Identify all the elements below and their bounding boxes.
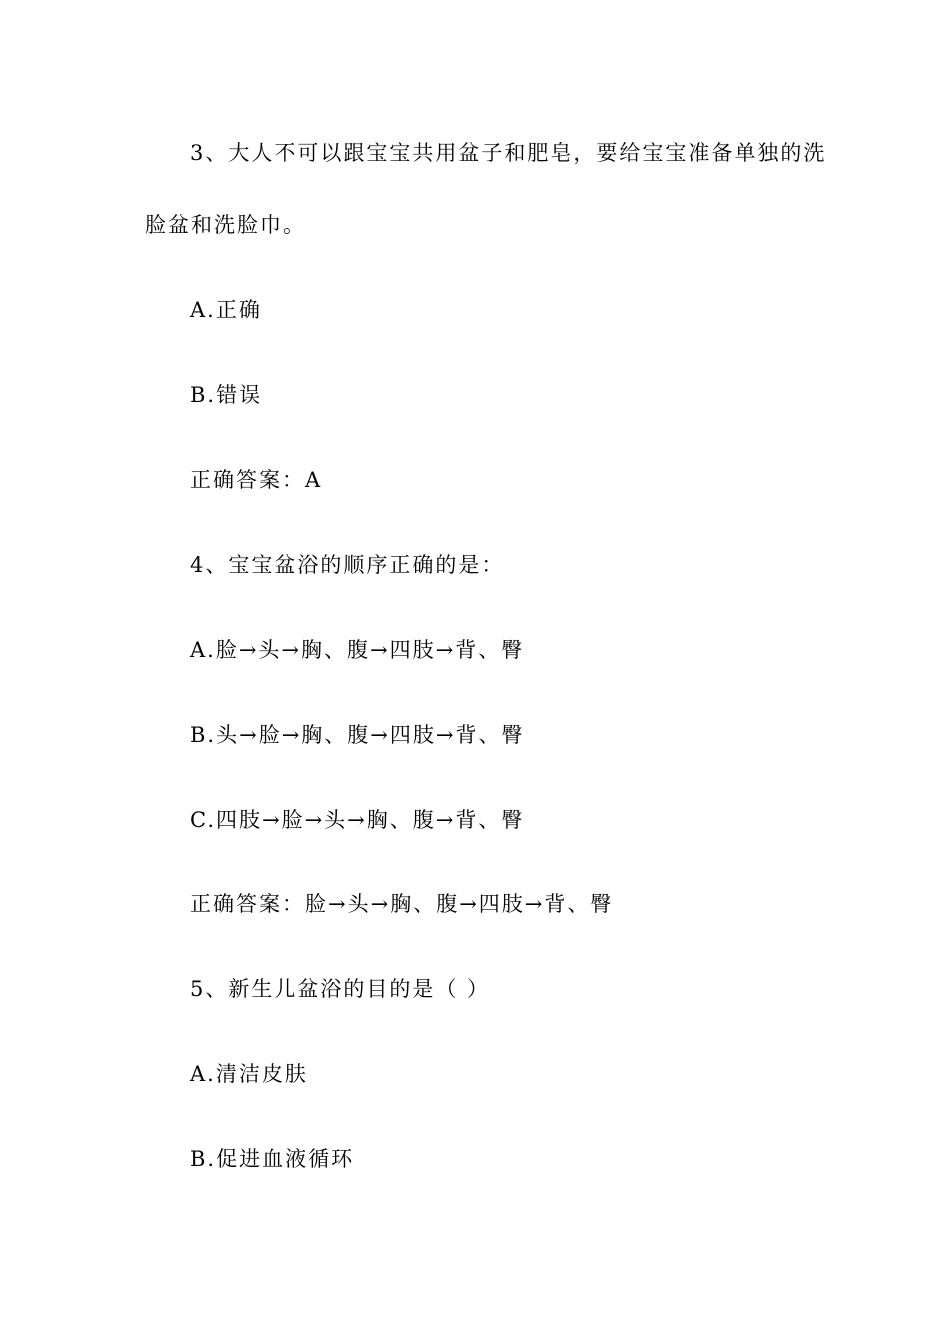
question-5-option-a: A.清洁皮肤 <box>190 1062 308 1086</box>
question-4-option-a: A.脸→头→胸、腹→四肢→背、臀 <box>190 638 525 662</box>
question-4-option-c: C.四肢→脸→头→胸、腹→背、臀 <box>190 808 525 832</box>
question-4-answer: 正确答案：脸→头→胸、腹→四肢→背、臀 <box>190 892 614 916</box>
question-3-option-b: B.错误 <box>190 383 263 407</box>
question-3-option-a: A.正确 <box>190 298 262 322</box>
question-3-stem-line-2: 脸盆和洗脸巾。 <box>145 213 306 237</box>
question-3-stem-line-1: 3、大人不可以跟宝宝共用盆子和肥皂，要给宝宝准备单独的洗 <box>190 141 827 165</box>
question-4-option-b: B.头→脸→胸、腹→四肢→背、臀 <box>190 723 525 747</box>
question-3-answer: 正确答案：A <box>190 468 323 492</box>
question-5-stem: 5、新生儿盆浴的目的是（ ） <box>190 977 491 1001</box>
question-4-stem: 4、宝宝盆浴的顺序正确的是： <box>190 553 505 577</box>
question-5-option-b: B.促进血液循环 <box>190 1147 355 1171</box>
